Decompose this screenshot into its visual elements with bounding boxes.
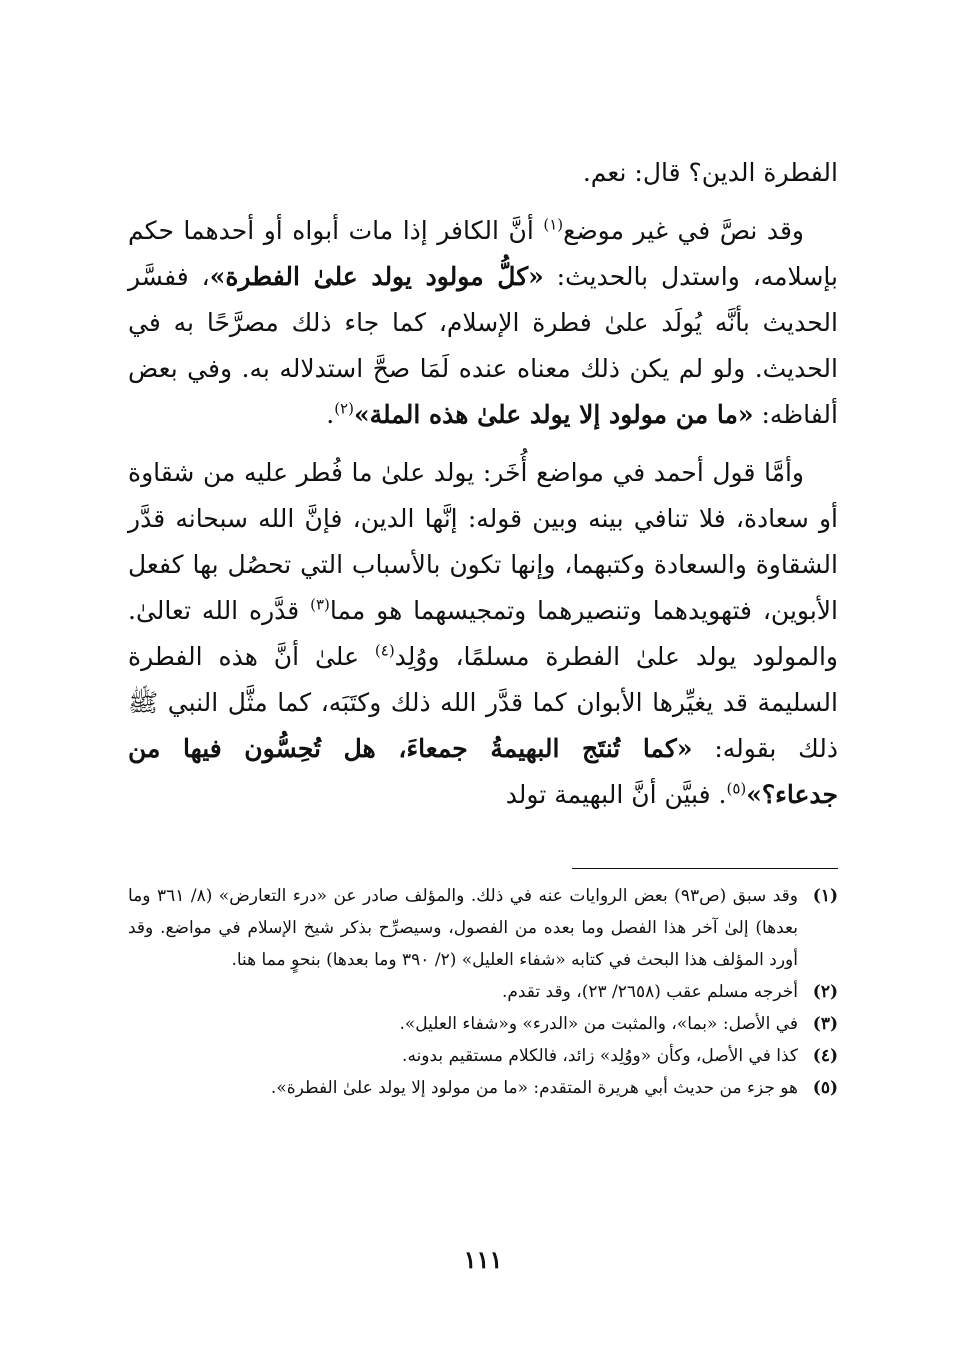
footnote-number: (١) bbox=[812, 886, 838, 906]
paragraph-2-text: وقد نصَّ في غير موضع bbox=[563, 216, 805, 245]
footnote-number: (٤) bbox=[812, 1046, 838, 1066]
paragraph-1 bbox=[128, 150, 838, 196]
footnote-text: وقد سبق (ص٩٣) بعض الروايات عنه في ذلك. والمؤلف صادر عن «درء التعارض» (٨/ ٣٦١ وما بعدها) إلىٰ آخر هذا الفصل وما بعده من الفصول، وسيصرِّح بذكر شيخ الإسلام في مواضع. وقد أورد المؤلف هذا البحث في كتابه «شفاء العليل» (٢/ ٣٩٠ وما بعدها) بنحوٍ مما هنا. bbox=[128, 886, 798, 970]
main-text bbox=[128, 150, 838, 818]
footnote-5 bbox=[128, 1072, 838, 1104]
footnote-3 bbox=[128, 1008, 838, 1040]
paragraph-3-text: علىٰ أنَّ هذه الفطرة السليمة قد يغيِّرها الأبوان كما قدَّر الله ذلك وكتَبَه، كما مثَّل النبي ﷺ ذلك بقوله: bbox=[128, 642, 838, 763]
footnote-number: (٥) bbox=[812, 1078, 838, 1098]
paragraph-3-text: وأمَّا قول أحمد في مواضع أُخَر: يولد علىٰ ما فُطر عليه من شقاوة أو سعادة، فلا تنافي بينه وبين قوله: إنَّها الدين، فإنَّ الله سبحانه قدَّر الشقاوة والسعادة وكتبهما، وإنها تكون بالأسباب التي تحصُل بها كفعل الأبوين، فتهويدهما وتنصيرهما وتمجيسهما هو مما bbox=[128, 458, 838, 625]
paragraph-3-text: قدَّره الله تعالىٰ. والمولود يولد علىٰ الفطرة مسلمًا، ووُلِد bbox=[128, 596, 839, 671]
paragraph-2-text: . bbox=[326, 400, 335, 429]
paragraph-3-text: . فبيَّن أنَّ البهيمة تولد bbox=[505, 780, 727, 809]
paragraph-2 bbox=[128, 208, 838, 438]
footnote-text: هو جزء من حديث أبي هريرة المتقدم: «ما من مولود إلا يولد علىٰ الفطرة». bbox=[270, 1078, 798, 1098]
footnote-ref-3[interactable]: (٣) bbox=[310, 595, 330, 614]
footnote-ref-2[interactable]: (٢) bbox=[334, 399, 354, 418]
footnote-text: كذا في الأصل، وكأن «ووُلِد» زائد، فالكلام مستقيم بدونه. bbox=[402, 1046, 798, 1066]
footnotes bbox=[128, 880, 838, 1104]
paragraph-1-text: الفطرة الدين؟ قال: نعم. bbox=[582, 158, 838, 187]
footnote-1 bbox=[128, 880, 838, 976]
paragraph-3 bbox=[128, 450, 838, 818]
footnote-ref-5[interactable]: (٥) bbox=[726, 779, 747, 798]
footnote-number: (٢) bbox=[812, 982, 838, 1002]
footnote-divider bbox=[572, 868, 838, 869]
hadith-quote: «ما من مولود إلا يولد علىٰ هذه الملة» bbox=[353, 400, 754, 429]
footnote-text: أخرجه مسلم عقب (٢٦٥٨/ ٢٣)، وقد تقدم. bbox=[501, 982, 798, 1002]
paragraph-2-text: ، ففسَّر الحديث بأنَّه يُولَد علىٰ فطرة الإسلام، كما جاء ذلك مصرَّحًا به في الحديث. ولو لم يكن ذلك معناه عنده لَمَا صحَّ استدلاله به. وفي بعض ألفاظه: bbox=[128, 262, 838, 429]
hadith-quote: «كما تُنتَج البهيمةُ جمعاءَ، هل تُحِسُّون فيها من جدعاء؟» bbox=[128, 734, 838, 809]
footnote-text: في الأصل: «بما»، والمثبت من «الدرء» و«شفاء العليل». bbox=[399, 1014, 798, 1034]
paragraph-2-text: أنَّ الكافر إذا مات أبواه أو أحدهما حكم بإسلامه، واستدل بالحديث: bbox=[128, 216, 838, 291]
hadith-quote: «كلُّ مولود يولد علىٰ الفطرة» bbox=[209, 262, 544, 291]
page-number: ١١١ bbox=[463, 1245, 503, 1274]
footnote-ref-1[interactable]: (١) bbox=[543, 215, 564, 234]
footnote-number: (٣) bbox=[812, 1014, 838, 1034]
footnote-4 bbox=[128, 1040, 838, 1072]
footnote-ref-4[interactable]: (٤) bbox=[374, 641, 395, 660]
book-page bbox=[128, 150, 838, 1290]
footnote-2 bbox=[128, 976, 838, 1008]
